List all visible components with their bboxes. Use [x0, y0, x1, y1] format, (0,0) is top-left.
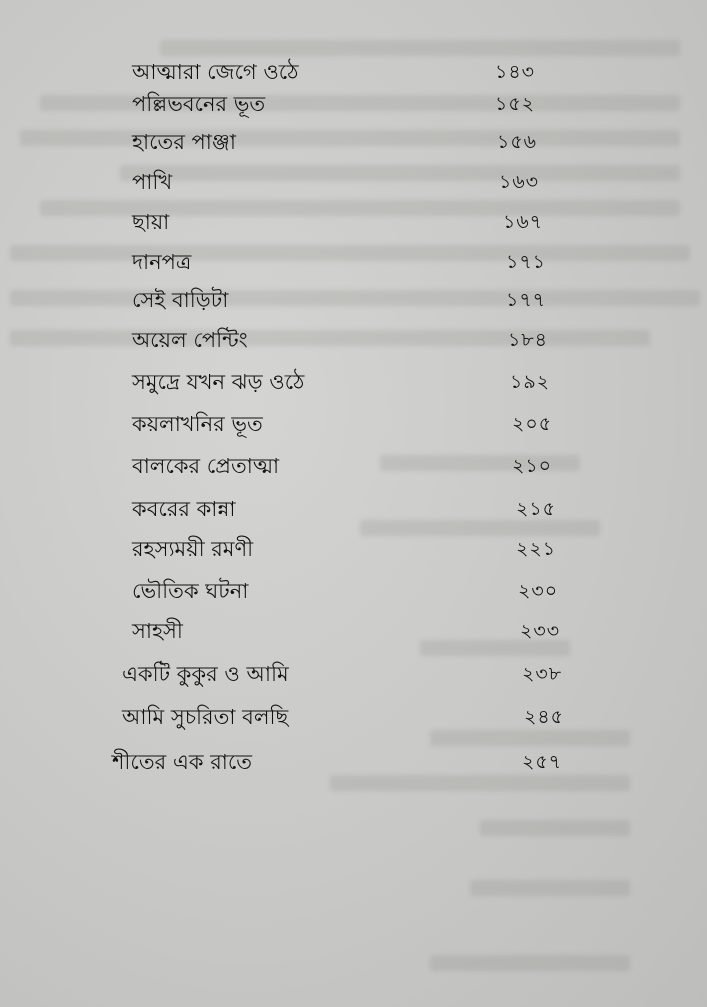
toc-entry-title: শীতের এক রাতে [112, 750, 253, 774]
toc-entry-title: ছায়া [132, 210, 170, 234]
toc-entry-page-number: ১৭৭ [506, 289, 547, 311]
toc-entry-page-number: ১৫৬ [497, 131, 538, 153]
toc-entry-page-number: ১৭১ [506, 251, 547, 273]
toc-entry-title: পল্লিভবনের ভূত [132, 92, 266, 116]
toc-entry-page-number: ২০৫ [512, 413, 553, 435]
toc-entry [122, 700, 680, 734]
toc-entry-title: ভৌতিক ঘটনা [132, 579, 249, 603]
toc-entry-title: কবরের কান্না [132, 497, 236, 521]
toc-entry [132, 574, 680, 608]
toc-entry [132, 407, 680, 441]
toc-entry-title: হাতের পাঞ্জা [132, 130, 236, 154]
toc-entry-page-number: ১৯২ [510, 371, 551, 393]
toc-entry-page-number: ২১০ [512, 455, 553, 477]
toc-entry [132, 365, 680, 399]
toc-entry-page-number: ২২১ [516, 538, 557, 560]
toc-entry [132, 492, 680, 526]
toc-entry [132, 614, 680, 648]
toc-entry-page-number: ২৩০ [518, 580, 559, 602]
toc-entry-title: দানপত্র [132, 250, 192, 274]
toc-entry-page-number: ১৮৪ [508, 329, 548, 351]
toc-entry-title: আত্মারা জেগে ওঠে [132, 60, 299, 84]
toc-entry [122, 657, 680, 691]
toc-entry-title: সেই বাড়িটা [132, 288, 229, 312]
toc-entry [132, 205, 680, 239]
toc-entry [132, 449, 680, 483]
toc-entry-page-number: ২৫৭ [522, 751, 563, 773]
toc-entry [132, 323, 680, 357]
toc-entry [132, 125, 680, 159]
toc-entry-page-number: ২৪৫ [524, 706, 565, 728]
toc-entry-title: সাহসী [132, 619, 183, 643]
toc-entry-page-number: ১৫২ [495, 93, 536, 115]
toc-entry-title: রহস্যময়ী রমণী [132, 537, 254, 561]
toc-entry-title: আমি সুচরিতা বলছি [122, 705, 289, 729]
toc-entry-title: একটি কুকুর ও আমি [122, 662, 289, 686]
toc-entry-title: পাখি [132, 170, 173, 194]
toc-entry-page-number: ১৪৩ [495, 61, 536, 83]
toc-entry-page-number: ১৬৭ [503, 211, 544, 233]
toc-entry [112, 745, 680, 779]
toc-entry-page-number: ২১৫ [516, 498, 557, 520]
toc-entry [132, 245, 680, 279]
toc-entry [132, 283, 680, 317]
toc-entry-page-number: ১৬৩ [499, 171, 540, 193]
toc-entry-page-number: ২৩৩ [520, 620, 561, 642]
toc-entry [132, 532, 680, 566]
toc-entry-title: অয়েল পেন্টিং [132, 328, 248, 352]
toc-entry-title: সমুদ্রে যখন ঝড় ওঠে [132, 370, 305, 394]
toc-entry [132, 87, 680, 121]
toc-entry-title: বালকের প্রেতাত্মা [132, 454, 280, 478]
toc-entry-page-number: ২৩৮ [522, 663, 563, 685]
toc-entry [132, 165, 680, 199]
toc-entry [132, 55, 680, 89]
toc-entry-title: কয়লাখনির ভূত [132, 412, 263, 436]
